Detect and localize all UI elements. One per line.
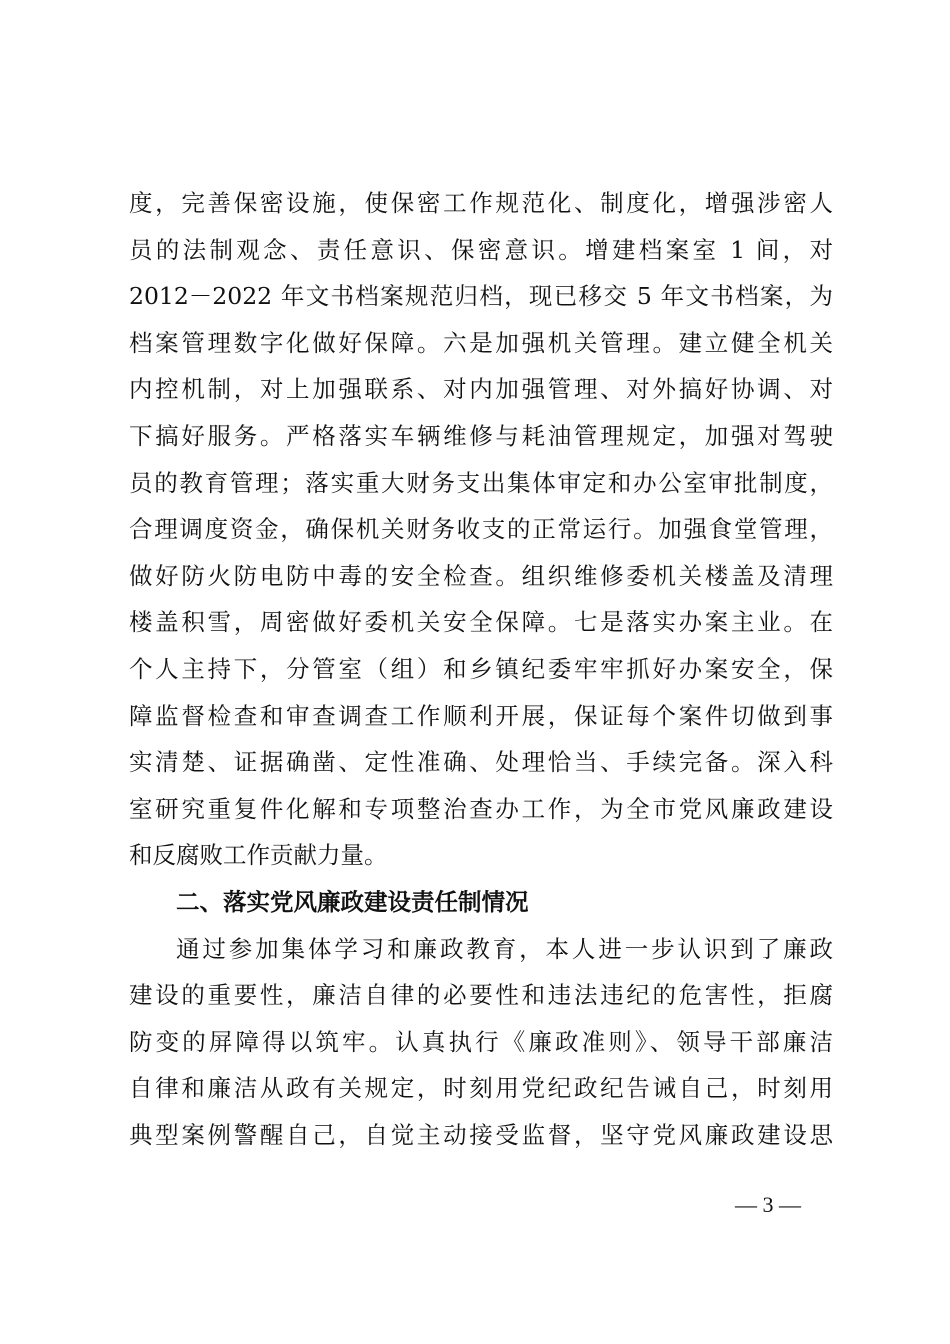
paragraph-line: 员的教育管理；落实重大财务支出集体审定和办公室审批制度， [129,468,833,497]
body-text [129,180,833,1158]
paragraph-line: 典型案例警醒自己，自觉主动接受监督，坚守党风廉政建设思 [129,1120,833,1149]
paragraph-line: 防变的屏障得以筑牢。认真执行《廉政准则》、领导干部廉洁 [129,1027,833,1056]
paragraph-line: 员的法制观念、责任意识、保密意识。增建档案室 1 间，对 [129,235,833,264]
paragraph-line: 度，完善保密设施，使保密工作规范化、制度化，增强涉密人 [129,189,833,217]
paragraph-line: 2012－2022 年文书档案规范归档，现已移交 5 年文书档案，为 [129,282,833,311]
paragraph-line: 个人主持下，分管室（组）和乡镇纪委牢牢抓好办案安全，保 [129,654,833,683]
paragraph-line: 下搞好服务。严格落实车辆维修与耗油管理规定，加强对驾驶 [129,421,833,450]
paragraph-line: 通过参加集体学习和廉政教育，本人进一步认识到了廉政 [176,934,833,963]
paragraph-line: 实清楚、证据确凿、定性准确、处理恰当、手续完备。深入科 [129,748,833,777]
paragraph-line: 做好防火防电防中毒的安全检查。组织维修委机关楼盖及清理 [129,561,833,590]
section-heading: 二、落实党风廉政建设责任制情况 [176,887,529,916]
paragraph-line: 楼盖积雪，周密做好委机关安全保障。七是落实办案主业。在 [129,608,833,637]
page-number: — 3 — [735,1192,801,1217]
paragraph-line: 内控机制，对上加强联系、对内加强管理、对外搞好协调、对 [129,375,833,404]
paragraph-line: 室研究重复件化解和专项整治查办工作，为全市党风廉政建设 [129,794,833,823]
paragraph-line: 档案管理数字化做好保障。六是加强机关管理。建立健全机关 [129,328,833,357]
paragraph-line: 自律和廉洁从政有关规定，时刻用党纪政纪告诫自己，时刻用 [129,1074,833,1103]
paragraph-line: 合理调度资金，确保机关财务收支的正常运行。加强食堂管理， [129,515,833,544]
paragraph-line: 建设的重要性，廉洁自律的必要性和违法违纪的危害性，拒腐 [129,981,833,1010]
paragraph-line: 和反腐败工作贡献力量。 [129,841,388,870]
paragraph-line: 障监督检查和审查调查工作顺利开展，保证每个案件切做到事 [129,701,833,730]
